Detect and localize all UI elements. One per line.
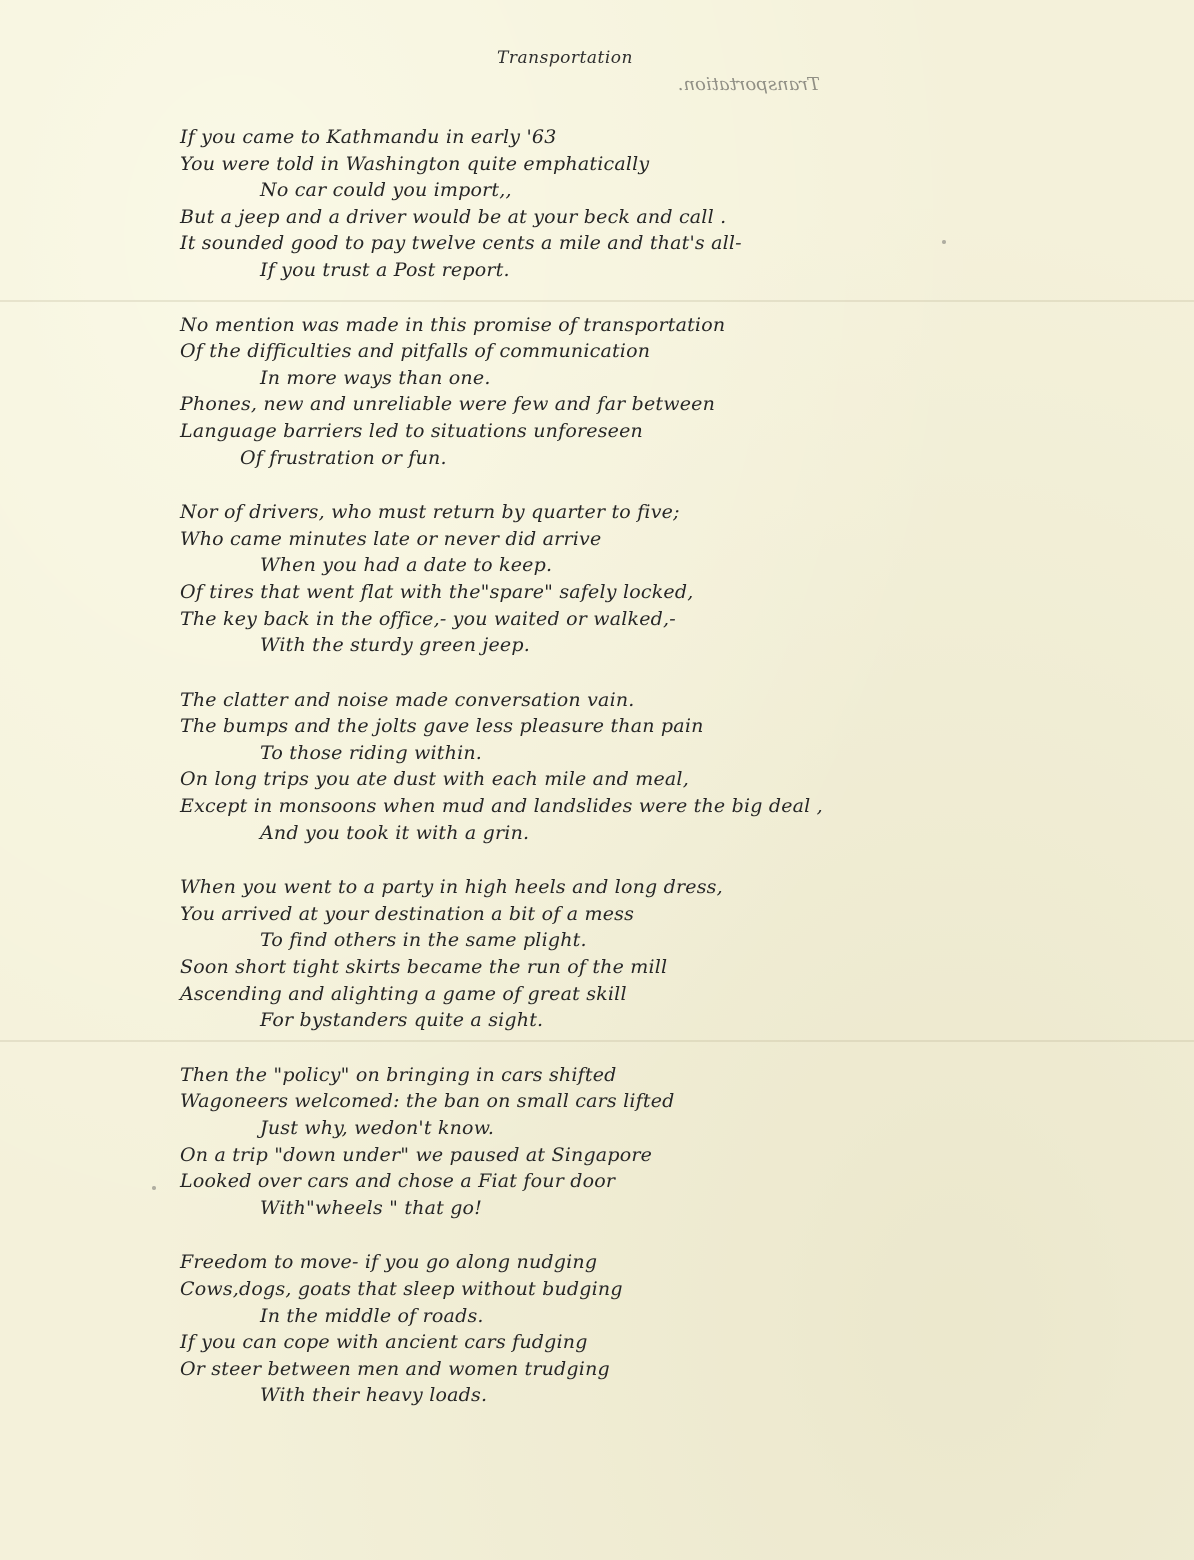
poem-line: Language barriers led to situations unforeseen [180,419,643,442]
poem-body [180,124,940,1437]
poem-line: Cows,dogs, goats that sleep without budging [180,1277,623,1300]
poem-line: Who came minutes late or never did arrive [180,527,602,550]
poem-line: Just why, wedon't know. [260,1117,495,1139]
poem-line: No car could you import,, [260,179,512,202]
poem-line: If you can cope with ancient cars fudging [180,1331,588,1354]
poem-line: Wagoneers welcomed: the ban on small cars lifted [180,1090,675,1113]
poem-stanza [180,1062,940,1222]
poem-stanza [180,124,940,284]
poem-line: For bystanders quite a sight. [260,1009,544,1032]
poem-line: In the middle of roads. [260,1304,484,1327]
document-title: Transportation [497,48,633,68]
poem-line: Except in monsoons when mud and landslides were the big deal , [180,795,823,818]
bleed-through-title: Transportation. [677,74,820,95]
poem-line: Phones, new and unreliable were few and far between [180,393,716,416]
poem-line: With"wheels " that go! [260,1196,483,1219]
poem-line: Or steer between men and women trudging [180,1357,610,1380]
poem-line: With the sturdy green jeep. [260,634,530,657]
poem-line: Then the "policy" on bringing in cars shifted [180,1063,617,1086]
poem-line: You arrived at your destination a bit of a mess [180,902,635,925]
poem-line: When you went to a party in high heels and long dress, [180,876,723,899]
poem-line: To those riding within. [260,741,483,764]
poem-line: But a jeep and a driver would be at your beck and call . [180,205,727,228]
poem-line: On a trip "down under" we paused at Singapore [180,1143,653,1166]
poem-line: Looked over cars and chose a Fiat four door [180,1170,616,1193]
poem-line: To find others in the same plight. [260,929,587,952]
poem-line: The clatter and noise made conversation vain. [180,688,635,711]
poem-line: With their heavy loads. [260,1384,488,1407]
poem-line: Ascending and alighting a game of great skill [180,982,627,1005]
ink-speck [942,240,946,244]
poem-line: No mention was made in this promise of transportation [180,313,726,336]
poem-line: And you took it with a grin. [260,821,530,844]
poem-line: It sounded good to pay twelve cents a mile and that's all- [180,232,742,255]
poem-stanza [180,312,940,472]
poem-line: In more ways than one. [260,366,491,389]
poem-line: The bumps and the jolts gave less pleasure than pain [180,715,704,738]
poem-stanza [180,874,940,1034]
poem-line: The key back in the office,- you waited or walked,- [180,607,676,630]
ink-speck [152,1186,156,1190]
poem-line: You were told in Washington quite emphatically [180,152,650,175]
poem-line: When you had a date to keep. [260,554,553,577]
poem-line: If you trust a Post report. [260,258,510,281]
poem-line: Freedom to move- if you go along nudging [180,1251,598,1274]
poem-stanza [180,499,940,659]
poem-line: Soon short tight skirts became the run of the mill [180,956,668,979]
poem-line: Of the difficulties and pitfalls of communication [180,340,651,363]
poem-line: Nor of drivers, who must return by quarter to five; [180,501,680,524]
poem-stanza [180,687,940,847]
poem-line: On long trips you ate dust with each mile and meal, [180,768,689,791]
poem-line: Of tires that went flat with the"spare" safely locked, [180,580,694,603]
poem-line: If you came to Kathmandu in early '63 [180,126,557,148]
poem-line: Of frustration or fun. [240,446,447,469]
poem-stanza [180,1249,940,1409]
